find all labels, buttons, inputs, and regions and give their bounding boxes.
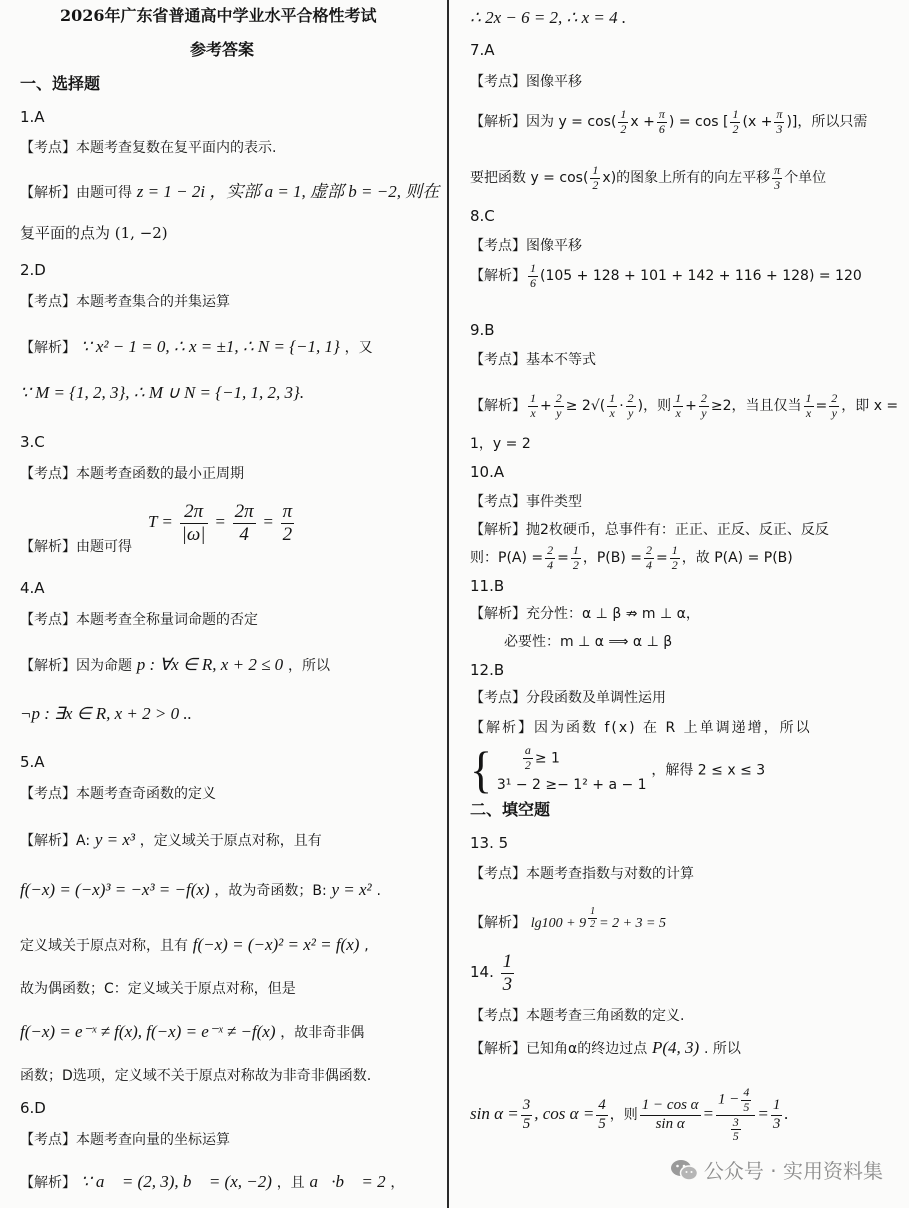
section-fill: 二、填空题 xyxy=(470,800,551,819)
q5-jiexi-d: 故为偶函数；C：定义域关于原点对称，但是 xyxy=(20,981,296,997)
q3-period-formula: T = $\frac{2\pi}{|\omega|}$ = $\frac{2\pi}{4}$ = $\frac{\pi}{2}$ xyxy=(148,500,293,545)
answer-8: 8.C xyxy=(470,207,495,225)
answer-3: 3.C xyxy=(20,433,45,451)
answer-1: 1.A xyxy=(20,108,45,126)
q6-jiexi: 【解析】 ∵ a⃗ = (2, 3), b⃗ = (x, −2) ，且 a⃗·b⃗ = 2 ， xyxy=(20,1172,405,1191)
q14-kaodian: 【考点】本题考查三角函数的定义. xyxy=(470,1008,685,1024)
q4-kaodian: 【考点】本题考查全称量词命题的否定 xyxy=(20,612,258,628)
q7-kaodian: 【考点】图像平移 xyxy=(470,74,582,90)
answer-10: 10.A xyxy=(470,463,505,481)
q5-jiexi-e: f(−x) = e⁻ˣ ≠ f(x), f(−x) = e⁻ˣ ≠ −f(x) ，故非奇非偶 xyxy=(20,1022,365,1041)
q2-jiexi: 【解析】 ∵ x² − 1 = 0, ∴ x = ±1, ∴ N = {−1, 1} ，又 xyxy=(20,337,373,356)
q10-jiexi-cont: 则：P(A) = $\frac{2}{4}$ = $\frac{1}{2}$ ，P(B) = $\frac{2}{4}$ = $\frac{1}{2}$ ，故 P(A) = P(B) xyxy=(470,542,793,572)
q11-jiexi-cont: 必要性：m ⊥ α ⟹ α ⊥ β xyxy=(504,634,673,650)
q1-jiexi-cont: 复平面的点为 (1, −2) xyxy=(20,224,168,242)
q11-jiexi: 【解析】充分性：α ⊥ β ⇏ m ⊥ α， xyxy=(470,606,700,622)
section-choice: 一、选择题 xyxy=(20,74,101,93)
q5-kaodian: 【考点】本题考查奇函数的定义 xyxy=(20,786,216,802)
q9-jiexi: 【解析】 $\frac{1}{x}$ + $\frac{2}{y}$ ≥ 2√( $\frac{1}{x}$ · $\frac{2}{y}$ )，则 $\frac{1}{x}$ + $\frac{2}{y}$ ≥2，当且仅当 $\frac{1}{x}$ = $\frac{2}{y}$ ，即 x = xyxy=(470,390,899,420)
answer-11: 11.B xyxy=(470,577,505,595)
q9-kaodian: 【考点】基本不等式 xyxy=(470,352,596,368)
q14-jiexi: 【解析】已知角α的终边过点 P(4, 3) . 所以 xyxy=(470,1038,741,1057)
watermark xyxy=(670,1155,883,1184)
q7-jiexi: 【解析】因为 y = cos( $\frac{1}{2}$ x + $\frac{\pi}{6}$ ) = cos [ $\frac{1}{2}$ (x + $\frac{\pi}{3}$ )]，所以只需 xyxy=(470,106,868,136)
q13-jiexi: 【解析】 lg100 + 9 $^{\frac{1}{2}}$ = 2 + 3 = 5 xyxy=(470,906,666,931)
q13-kaodian: 【考点】本题考查指数与对数的计算 xyxy=(470,866,694,882)
page-subtitle: 参考答案 xyxy=(190,40,255,59)
q4-jiexi-cont: ¬p : ∃x ∈ R, x + 2 > 0 .. xyxy=(20,704,192,723)
q14-formula: sin α = $\frac{3}{5}$ , cos α = $\frac{4}{5}$ ，则 $\frac{\text{1 − cos α}}{\text{sin α}}$ = 1 − $\frac{4}{5}$ $\frac{3}{5}$ = $\frac{1}{3}$ . xyxy=(470,1084,789,1144)
q2-jiexi-cont: ∵ M = {1, 2, 3}, ∴ M ∪ N = {−1, 1, 2, 3}. xyxy=(20,383,305,402)
answer-2: 2.D xyxy=(20,261,46,279)
q5-jiexi-c: 定义域关于原点对称，且有 f(−x) = (−x)² = x² = f(x) , xyxy=(20,935,369,954)
q12-kaodian: 【考点】分段函数及单调性运用 xyxy=(470,690,666,706)
q8-kaodian: 【考点】图像平移 xyxy=(470,238,582,254)
watermark-text: 公众号 · 实用资料集 xyxy=(703,1159,883,1183)
q8-jiexi: 【解析】 $\frac{1}{6}$ (105 + 128 + 101 + 142 + 116 + 128) = 120 xyxy=(470,260,862,290)
answer-9: 9.B xyxy=(470,321,495,339)
q1-jiexi: 【解析】由题可得 z = 1 − 2i ，实部 a = 1, 虚部 b = −2, 则在 xyxy=(20,182,440,201)
wechat-icon xyxy=(670,1158,698,1182)
q5-jiexi-a: 【解析】A: y = x³ ，定义域关于原点对称，且有 xyxy=(20,830,322,849)
q6-jiexi-cont: ∴ 2x − 6 = 2, ∴ x = 4 . xyxy=(470,8,627,27)
q12-jiexi: 【解析】因为函数 f(x) 在 R 上单调递增，所以 xyxy=(470,720,812,736)
answer-5: 5.A xyxy=(20,753,45,771)
q9-jiexi-cont: 1，y = 2 xyxy=(470,436,531,452)
q1-kaodian: 【考点】本题考查复数在复平面内的表示. xyxy=(20,140,277,156)
q5-jiexi-b: f(−x) = (−x)³ = −x³ = −f(x) ，故为奇函数；B: y = x² . xyxy=(20,880,381,899)
q12-system: { $\frac{a}{2}$ ≥ 1 3¹ − 2 ≥− 1² + a − 1 ，解得 2 ≤ x ≤ 3 xyxy=(470,741,766,798)
answer-12: 12.B xyxy=(470,661,505,679)
q7-jiexi-cont: 要把函数 y = cos( $\frac{1}{2}$ x)的图象上所有的向左平移 $\frac{\pi}{3}$ 个单位 xyxy=(470,162,827,192)
q4-jiexi: 【解析】因为命题 p : ∀x ∈ R, x + 2 ≤ 0 ，所以 xyxy=(20,655,330,674)
answer-4: 4.A xyxy=(20,579,45,597)
page-title: 2026年广东省普通高中学业水平合格性考试 xyxy=(60,6,377,25)
answer-14: 14. $\frac{1}{3}$ xyxy=(470,950,513,995)
q3-jiexi: 【解析】由题可得 xyxy=(20,539,132,555)
q5-jiexi-f: 函数；D选项，定义域不关于原点对称故为非奇非偶函数. xyxy=(20,1068,372,1084)
q10-jiexi: 【解析】抛2枚硬币，总事件有：正正、正反、反正、反反 xyxy=(470,522,829,538)
q6-kaodian: 【考点】本题考查向量的坐标运算 xyxy=(20,1132,230,1148)
answer-7: 7.A xyxy=(470,41,495,59)
column-divider xyxy=(447,0,449,1208)
answer-13: 13. 5 xyxy=(470,834,509,852)
q3-kaodian: 【考点】本题考查函数的最小正周期 xyxy=(20,466,244,482)
answer-6: 6.D xyxy=(20,1099,46,1117)
q2-kaodian: 【考点】本题考查集合的并集运算 xyxy=(20,294,230,310)
q10-kaodian: 【考点】事件类型 xyxy=(470,494,582,510)
